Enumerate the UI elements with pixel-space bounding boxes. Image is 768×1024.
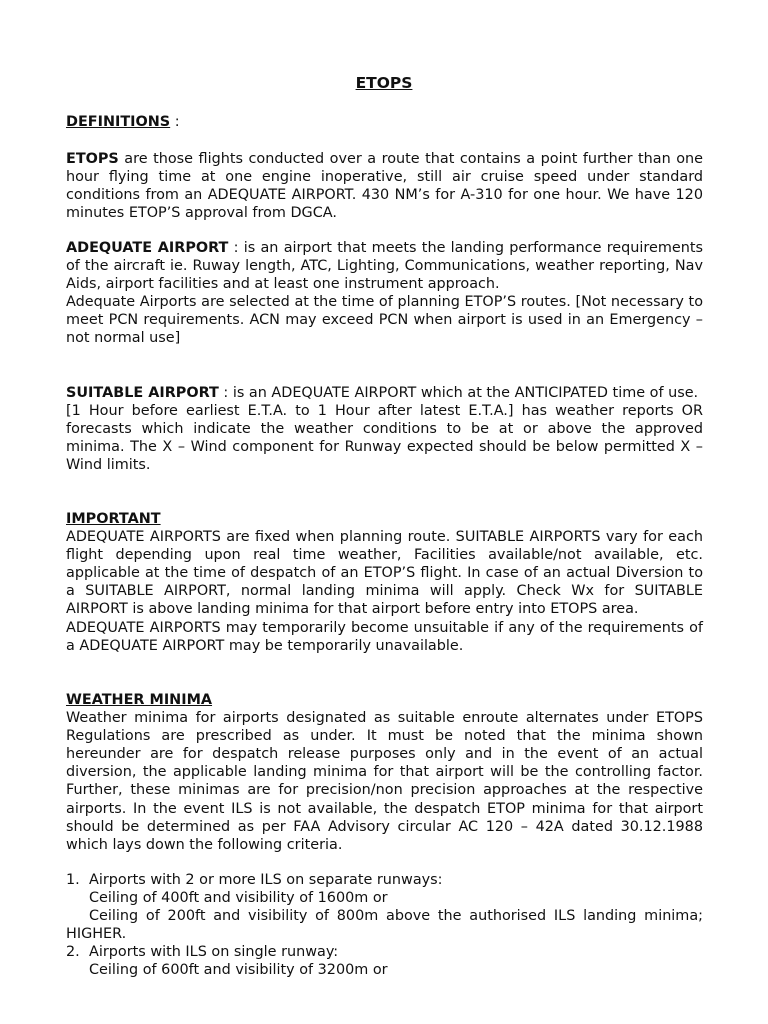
criteria-sub-item: Ceiling of 400ft and visibility of 1600m or [89, 890, 388, 907]
definitions-heading-line [66, 113, 703, 131]
weather-minima-heading: WEATHER MINIMA [66, 692, 213, 708]
etops-definition [66, 150, 703, 222]
weather-minima-section [66, 691, 703, 854]
criteria-item [66, 871, 703, 889]
important-paragraph-1: ADEQUATE AIRPORTS are fixed when planning route. SUITABLE AIRPORTS vary for each flight depending upon real time weather, Facilities available/not available, etc. applicable at the time of despatch of an ETOP’S flight. In case of an actual Diversion to a SUITABLE AIRPORT, normal landing minima will apply. Check Wx for SUITABLE AIRPORT is above landing minima for that airport before entry into ETOPS area. [66, 529, 703, 618]
suitable-airport-definition [66, 384, 703, 474]
etops-text: are those flights conducted over a route that contains a point further than one hour flying time at one engine inoperative, still air cruise speed under standard conditions from an ADEQUATE AIRPORT. 430 NM’s for A-310 for one hour. We have 120 minutes ETOP’S approval from DGCA. [66, 151, 703, 222]
criteria-item [66, 943, 703, 961]
suitable-airport-term: SUITABLE AIRPORT [66, 385, 219, 401]
important-section [66, 510, 703, 655]
criteria-sub-item: Ceiling of 200ft and visibility of 800m above the authorised ILS landing minima; HIGHER. [66, 908, 703, 943]
important-paragraph-2: ADEQUATE AIRPORTS may temporarily become unsuitable if any of the requirements of a ADEQUATE AIRPORT may be temporarily unavailable. [66, 619, 703, 654]
etops-term: ETOPS [66, 151, 119, 167]
important-heading: IMPORTANT [66, 511, 161, 527]
adequate-airport-definition [66, 239, 703, 348]
suitable-airport-note: [1 Hour before earliest E.T.A. to 1 Hour after latest E.T.A.] has weather reports OR forecasts which indicate the weather conditions to be at or above the approved minima. The X – Wind component for Runway expected should be below permitted X – Wind limits. [66, 403, 703, 474]
criteria-number: 2. [66, 944, 80, 961]
criteria-list [66, 871, 703, 980]
definitions-heading: DEFINITIONS [66, 114, 171, 130]
criteria-text: Airports with ILS on single runway: [89, 944, 339, 961]
criteria-text: Airports with 2 or more ILS on separate runways: [89, 872, 443, 888]
definitions-colon: : [170, 114, 180, 130]
criteria-number: 1. [66, 872, 80, 888]
suitable-airport-paragraph [66, 384, 703, 402]
criteria-sub-item: Ceiling of 600ft and visibility of 3200m or [89, 962, 388, 979]
page-title: ETOPS [355, 74, 413, 92]
adequate-airport-paragraph [66, 239, 703, 293]
adequate-airport-note: Adequate Airports are selected at the time of planning ETOP’S routes. [Not necessary to meet PCN requirements. ACN may exceed PCN when airport is used in an Emergency – not normal use] [66, 294, 703, 347]
suitable-airport-text: : is an ADEQUATE AIRPORT which at the ANTICIPATED time of use. [218, 385, 699, 401]
adequate-airport-term: ADEQUATE AIRPORT [66, 240, 229, 256]
adequate-airport-text: : is an airport that meets the landing performance requirements of the aircraft ie. Ruway length, ATC, Lighting, Communications, weather reporting, Nav Aids, airport facilities and at least one instrument approach. [66, 240, 703, 293]
weather-minima-paragraph: Weather minima for airports designated as suitable enroute alternates under ETOPS Regulations are prescribed as under. It must be noted that the minima shown hereunder are for despatch release purposes only and in the event of an actual diversion, the applicable landing minima for that airport will be the controlling factor. Further, these minimas are for precision/non precision approaches at the respective airports. In the event ILS is not available, the despatch ETOP minima for that airport should be determined as per FAA Advisory circular AC 120 – 42A dated 30.12.1988 which lays down the following criteria. [66, 710, 703, 853]
